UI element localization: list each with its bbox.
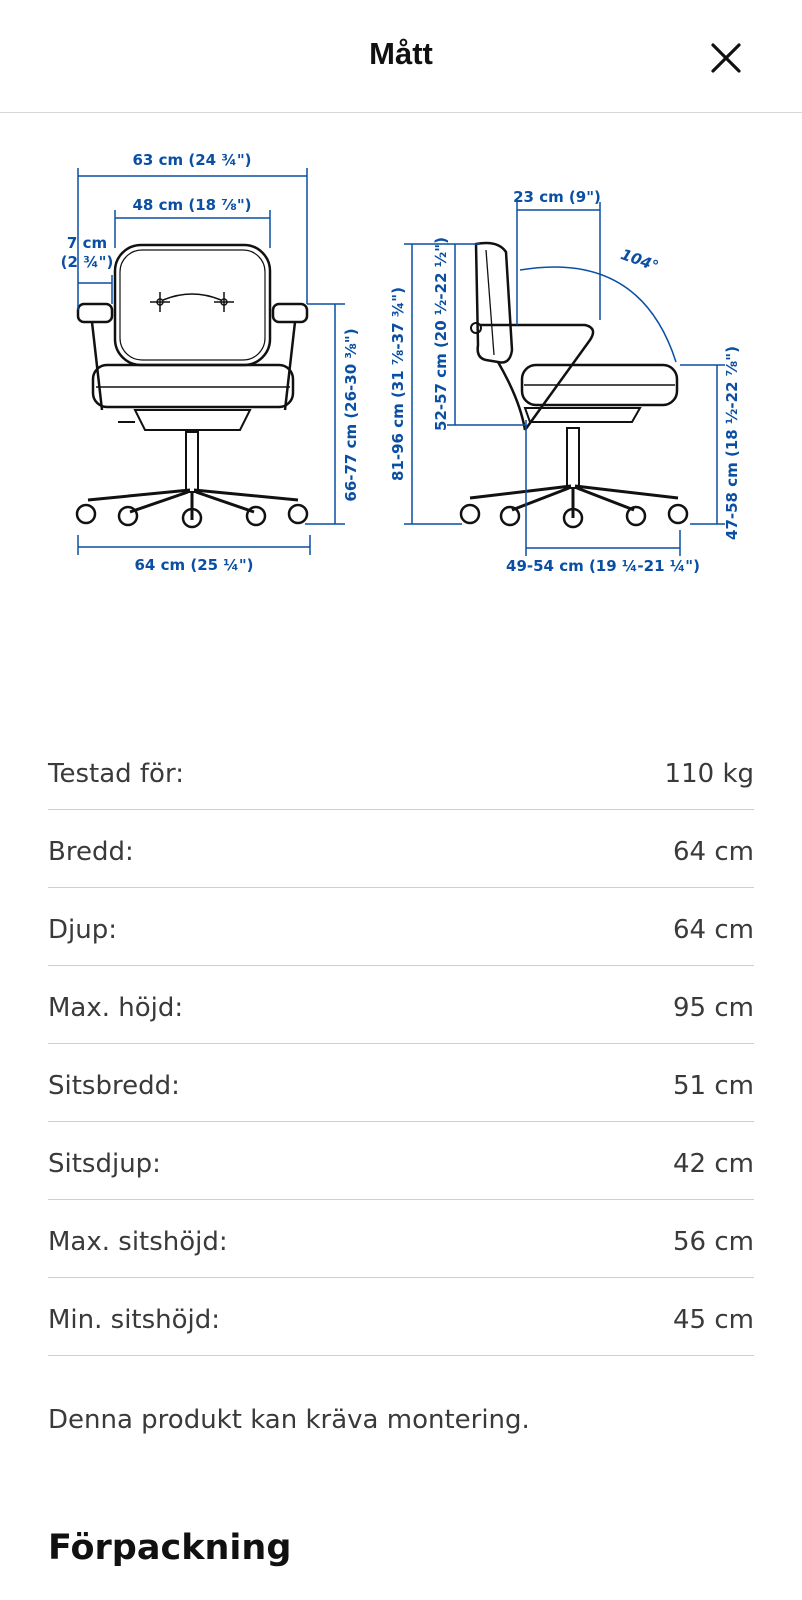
- spec-label: Bredd:: [48, 836, 134, 867]
- spec-label: Sitsdjup:: [48, 1148, 161, 1179]
- dim-armrest-depth: 23 cm (9"): [513, 188, 601, 206]
- dim-base-width: 64 cm (25 ¼"): [134, 556, 254, 574]
- spec-row-min-seat-height: [48, 1278, 754, 1356]
- dim-armrest-height: 66-77 cm (26-30 ⅜"): [342, 328, 360, 502]
- spec-label: Djup:: [48, 914, 117, 945]
- spec-label: Max. sitshöjd:: [48, 1226, 228, 1257]
- spec-list: [48, 738, 754, 1356]
- spec-label: Min. sitshöjd:: [48, 1304, 221, 1335]
- spec-row-tested-for: [48, 738, 754, 810]
- spec-label: Sitsbredd:: [48, 1070, 180, 1101]
- spec-value: 64 cm: [673, 914, 754, 945]
- close-button[interactable]: [704, 36, 748, 80]
- assembly-note: Denna produkt kan kräva montering.: [48, 1405, 530, 1435]
- spec-value: 45 cm: [673, 1304, 754, 1335]
- packaging-section-title[interactable]: Förpackning: [48, 1528, 292, 1568]
- spec-row-max-seat-height: [48, 1200, 754, 1278]
- dim-armrest-offset-cm: 7 cm: [66, 234, 108, 252]
- spec-row-depth: [48, 888, 754, 966]
- close-icon: [704, 36, 748, 80]
- spec-value: 110 kg: [664, 758, 754, 789]
- side-view-chair: [461, 243, 687, 527]
- dim-recline-angle: 104°: [618, 245, 662, 276]
- sheet-title: Mått: [369, 36, 433, 71]
- dim-back-height: 52-57 cm (20 ½-22 ½"): [432, 237, 450, 431]
- spec-value: 56 cm: [673, 1226, 754, 1257]
- spec-row-max-height: [48, 966, 754, 1044]
- spec-row-width: [48, 810, 754, 888]
- spec-value: 42 cm: [673, 1148, 754, 1179]
- dim-seat-height: 47-58 cm (18 ½-22 ⅞"): [723, 346, 741, 540]
- dimension-diagram: [0, 140, 802, 600]
- spec-label: Max. höjd:: [48, 992, 184, 1023]
- dim-seat-depth: 49-54 cm (19 ¼-21 ¼"): [506, 557, 700, 575]
- spec-value: 51 cm: [673, 1070, 754, 1101]
- dim-total-height: 81-96 cm (31 ⅞-37 ¾"): [389, 287, 407, 481]
- sheet-header: [0, 0, 802, 113]
- spec-row-seat-width: [48, 1044, 754, 1122]
- dim-overall-width: 63 cm (24 ¾"): [132, 151, 252, 169]
- dim-armrest-offset-in: (2 ¾"): [60, 253, 114, 271]
- dim-back-width: 48 cm (18 ⅞"): [132, 196, 252, 214]
- spec-row-seat-depth: [48, 1122, 754, 1200]
- spec-label: Testad för:: [48, 758, 184, 789]
- spec-value: 64 cm: [673, 836, 754, 867]
- spec-value: 95 cm: [673, 992, 754, 1023]
